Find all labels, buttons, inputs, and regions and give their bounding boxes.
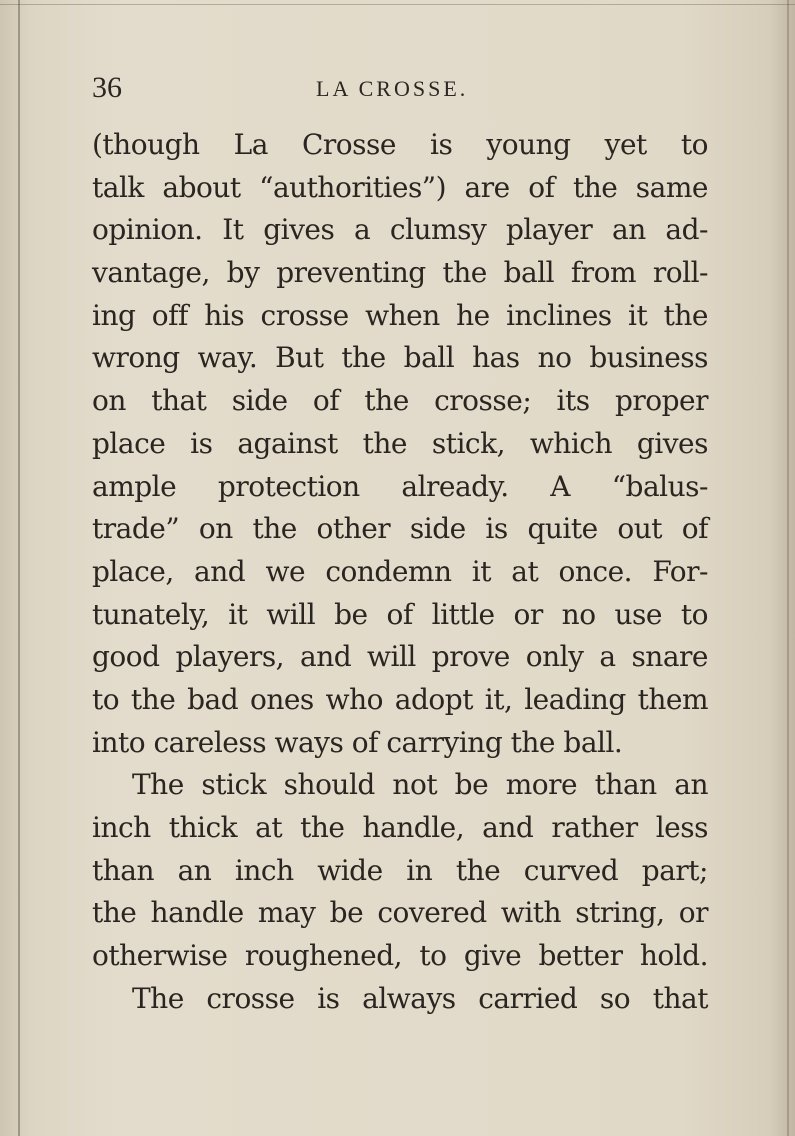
text-line: to the bad ones who adopt it, leading them: [92, 682, 708, 716]
text-line: place, and we condemn it at once. For-: [92, 554, 708, 588]
text-line: than an inch wide in the curved part;: [92, 853, 708, 887]
text-line: The crosse is always carried so that: [132, 981, 708, 1015]
text-line: wrong way. But the ball has no business: [92, 341, 708, 375]
page-number: 36: [92, 71, 122, 104]
page-header: [92, 70, 706, 110]
running-head: LA CROSSE.: [316, 76, 469, 101]
text-line: inch thick at the handle, and rather less: [92, 811, 708, 844]
text-line: opinion. It gives a clumsy player an ad-: [92, 213, 708, 247]
page-top-edge: [0, 4, 795, 5]
text-line: place is against the stick, which gives: [92, 426, 708, 460]
text-line: tunately, it will be of little or no use to: [92, 597, 708, 631]
text-line: ample protection already. A “balus-: [92, 469, 708, 503]
text-line: the handle may be covered with string, or: [92, 896, 708, 930]
page-right-edge: [787, 0, 789, 1136]
text-line: on that side of the crosse; its proper: [92, 384, 708, 418]
text-line: otherwise roughened, to give better hold.: [92, 939, 708, 973]
body-text: [92, 124, 708, 1020]
text-line: ing off his crosse when he inclines it the: [92, 298, 708, 332]
text-line: (though La Crosse is young yet to: [92, 128, 708, 161]
text-line: good players, and will prove only a snare: [92, 640, 708, 674]
text-line: into careless ways of carrying the ball.: [92, 725, 623, 759]
text-line: trade” on the other side is quite out of: [92, 512, 708, 546]
text-line: The stick should not be more than an: [132, 768, 708, 802]
text-line: vantage, by preventing the ball from roll-: [92, 256, 708, 290]
text-line: talk about “authorities”) are of the same: [92, 170, 708, 204]
page-left-edge: [18, 0, 20, 1136]
